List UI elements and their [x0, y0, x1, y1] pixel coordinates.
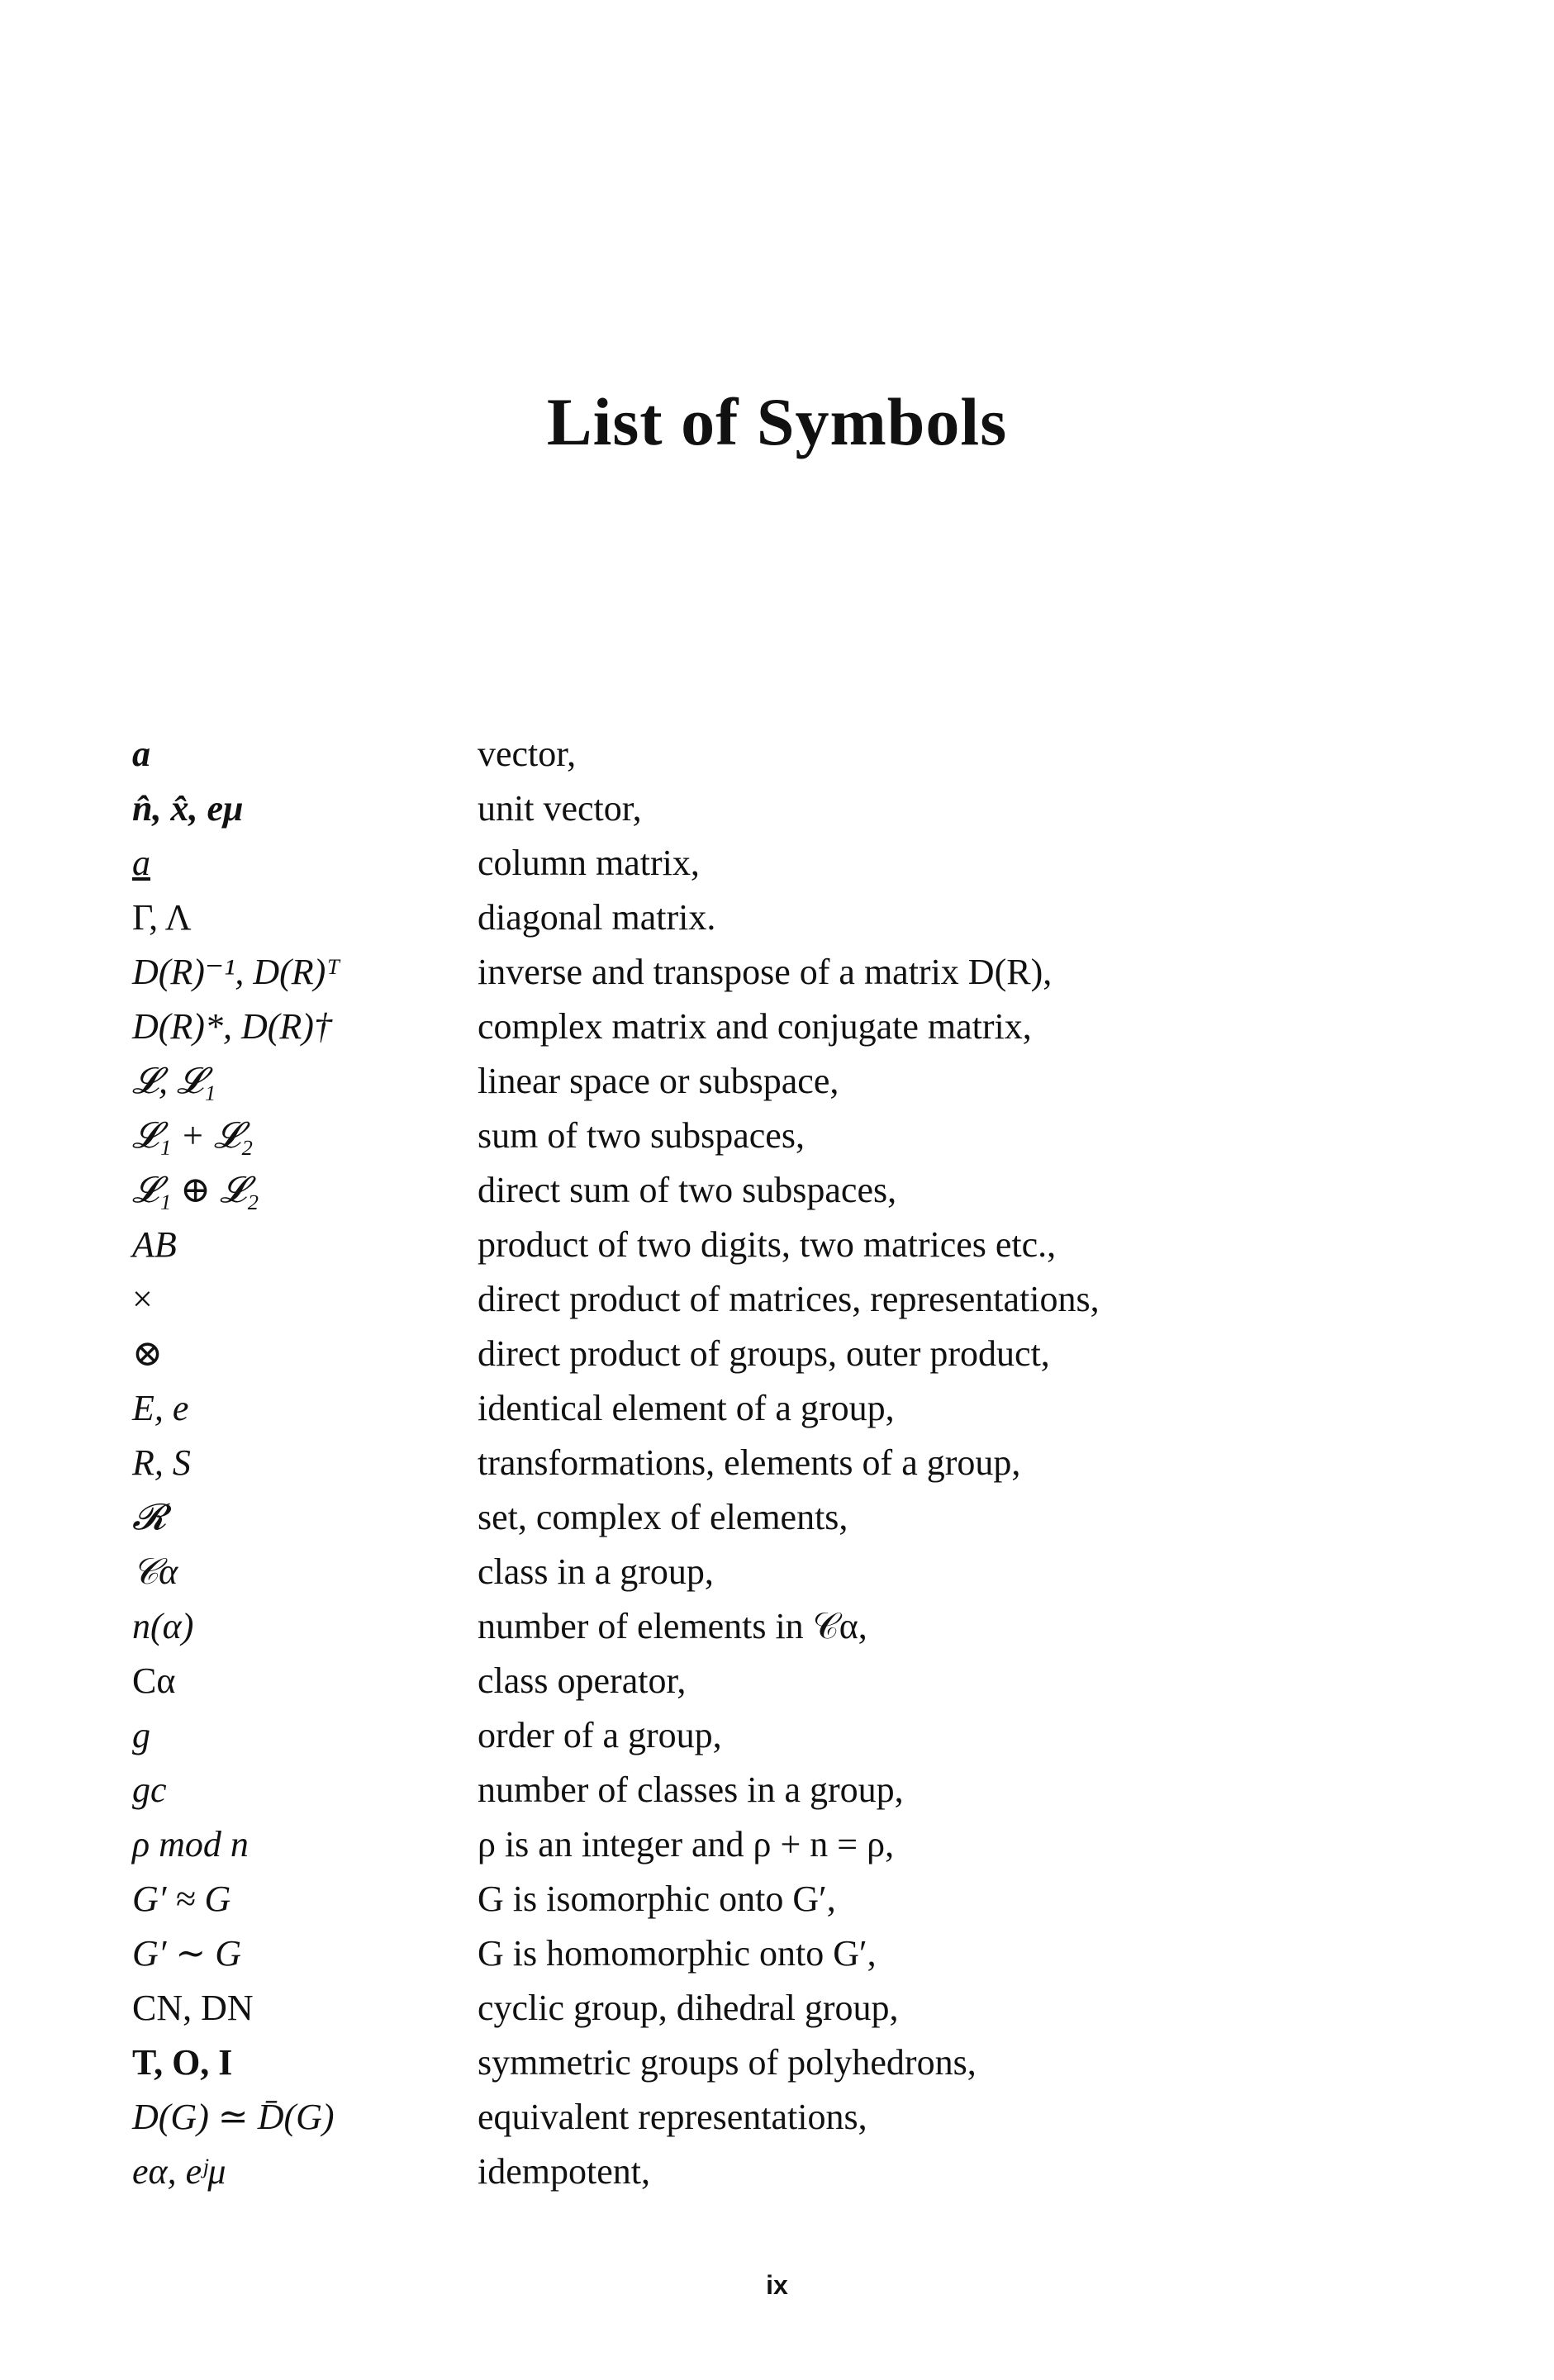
- list-item: [132, 2145, 1504, 2199]
- symbol: D(R)*, D(R)†: [132, 1006, 332, 1047]
- list-item: [132, 1054, 1504, 1109]
- list-item: [132, 2090, 1504, 2145]
- symbol-description: sum of two subspaces,: [478, 1115, 805, 1156]
- symbol: AB: [132, 1224, 177, 1265]
- symbol-description: complex matrix and conjugate matrix,: [478, 1006, 1032, 1047]
- symbol-description: symmetric groups of polyhedrons,: [478, 2042, 977, 2083]
- symbol-description: product of two digits, two matrices etc.,: [478, 1224, 1057, 1265]
- symbol: 𝓡: [132, 1497, 167, 1537]
- symbol: a: [132, 734, 150, 774]
- list-item: [132, 1872, 1504, 1926]
- symbol-description: unit vector,: [478, 788, 642, 829]
- list-item: [132, 1599, 1504, 1654]
- symbol: CN, DN: [132, 1988, 254, 2028]
- symbol-description: class in a group,: [478, 1551, 714, 1592]
- symbol-description: set, complex of elements,: [478, 1497, 848, 1537]
- symbol: G′ ∼ G: [132, 1933, 242, 1974]
- symbol-description: idempotent,: [478, 2151, 650, 2192]
- symbol: a: [132, 843, 150, 883]
- list-item: [132, 891, 1504, 945]
- symbol-description: transformations, elements of a group,: [478, 1442, 1021, 1483]
- symbol-description: column matrix,: [478, 843, 700, 883]
- symbol: R, S: [132, 1442, 191, 1483]
- list-item: [132, 1817, 1504, 1872]
- symbol: D(R)⁻¹, D(R)ᵀ: [132, 952, 340, 992]
- symbol-description: linear space or subspace,: [478, 1061, 839, 1101]
- list-item: [132, 1708, 1504, 1763]
- symbol-description: identical element of a group,: [478, 1388, 895, 1428]
- page-number: ix: [766, 2270, 788, 2300]
- list-item: [132, 1000, 1504, 1054]
- symbol: eα, eʲμ: [132, 2151, 226, 2192]
- symbol: E, e: [132, 1388, 189, 1428]
- list-item: [132, 1926, 1504, 1981]
- list-item: [132, 945, 1504, 1000]
- symbol-description: direct product of groups, outer product,: [478, 1333, 1050, 1374]
- list-item: [132, 1436, 1504, 1490]
- symbol-description: G is homomorphic onto G′,: [478, 1933, 877, 1974]
- symbol-description: cyclic group, dihedral group,: [478, 1988, 899, 2028]
- symbol: D(G) ≃ D̄(G): [132, 2097, 335, 2137]
- list-item: [132, 1327, 1504, 1381]
- symbol: Γ, Λ: [132, 897, 192, 938]
- list-item: [132, 2036, 1504, 2090]
- symbol: T, O, I: [132, 2042, 233, 2083]
- symbol-description: G is isomorphic onto G′,: [478, 1879, 836, 1919]
- symbol: g: [132, 1715, 150, 1755]
- symbol-description: vector,: [478, 734, 577, 774]
- symbol: Cα: [132, 1660, 176, 1701]
- list-item: [132, 1109, 1504, 1163]
- symbol-list: [132, 727, 1504, 2199]
- symbol: gc: [132, 1770, 167, 1810]
- symbol: ×: [132, 1279, 153, 1319]
- symbol: 𝓛₁ + 𝓛₂: [132, 1115, 254, 1156]
- list-item: [132, 1545, 1504, 1599]
- list-item: [132, 781, 1504, 836]
- list-item: [132, 1763, 1504, 1817]
- symbol-description: diagonal matrix.: [478, 897, 716, 938]
- symbol-description: class operator,: [478, 1660, 687, 1701]
- symbol: n̂, x̂, eμ: [132, 788, 244, 829]
- list-item: [132, 1981, 1504, 2036]
- symbol: 𝓛₁ ⊕ 𝓛₂: [132, 1170, 259, 1210]
- list-item: [132, 727, 1504, 781]
- symbol-description: direct sum of two subspaces,: [478, 1170, 897, 1210]
- symbol-description: equivalent representations,: [478, 2097, 867, 2137]
- list-item: [132, 836, 1504, 891]
- list-item: [132, 1381, 1504, 1436]
- list-item: [132, 1163, 1504, 1218]
- symbol-description: inverse and transpose of a matrix D(R),: [478, 952, 1053, 992]
- symbol-description: order of a group,: [478, 1715, 722, 1755]
- list-item: [132, 1272, 1504, 1327]
- symbol: ρ mod n: [132, 1824, 249, 1865]
- symbol: 𝓛, 𝓛₁: [132, 1061, 216, 1101]
- page-title: List of Symbols: [546, 384, 1008, 459]
- symbol: ⊗: [132, 1333, 163, 1374]
- symbol-description: number of classes in a group,: [478, 1770, 904, 1810]
- symbol: G′ ≈ G: [132, 1879, 231, 1919]
- list-item: [132, 1654, 1504, 1708]
- symbol-description: ρ is an integer and ρ + n = ρ,: [478, 1824, 895, 1865]
- list-item: [132, 1490, 1504, 1545]
- symbol: n(α): [132, 1606, 194, 1646]
- symbol-description: number of elements in 𝒞α,: [478, 1606, 867, 1646]
- symbol-description: direct product of matrices, representations,: [478, 1279, 1100, 1319]
- list-item: [132, 1218, 1504, 1272]
- symbol: 𝒞α: [132, 1551, 178, 1592]
